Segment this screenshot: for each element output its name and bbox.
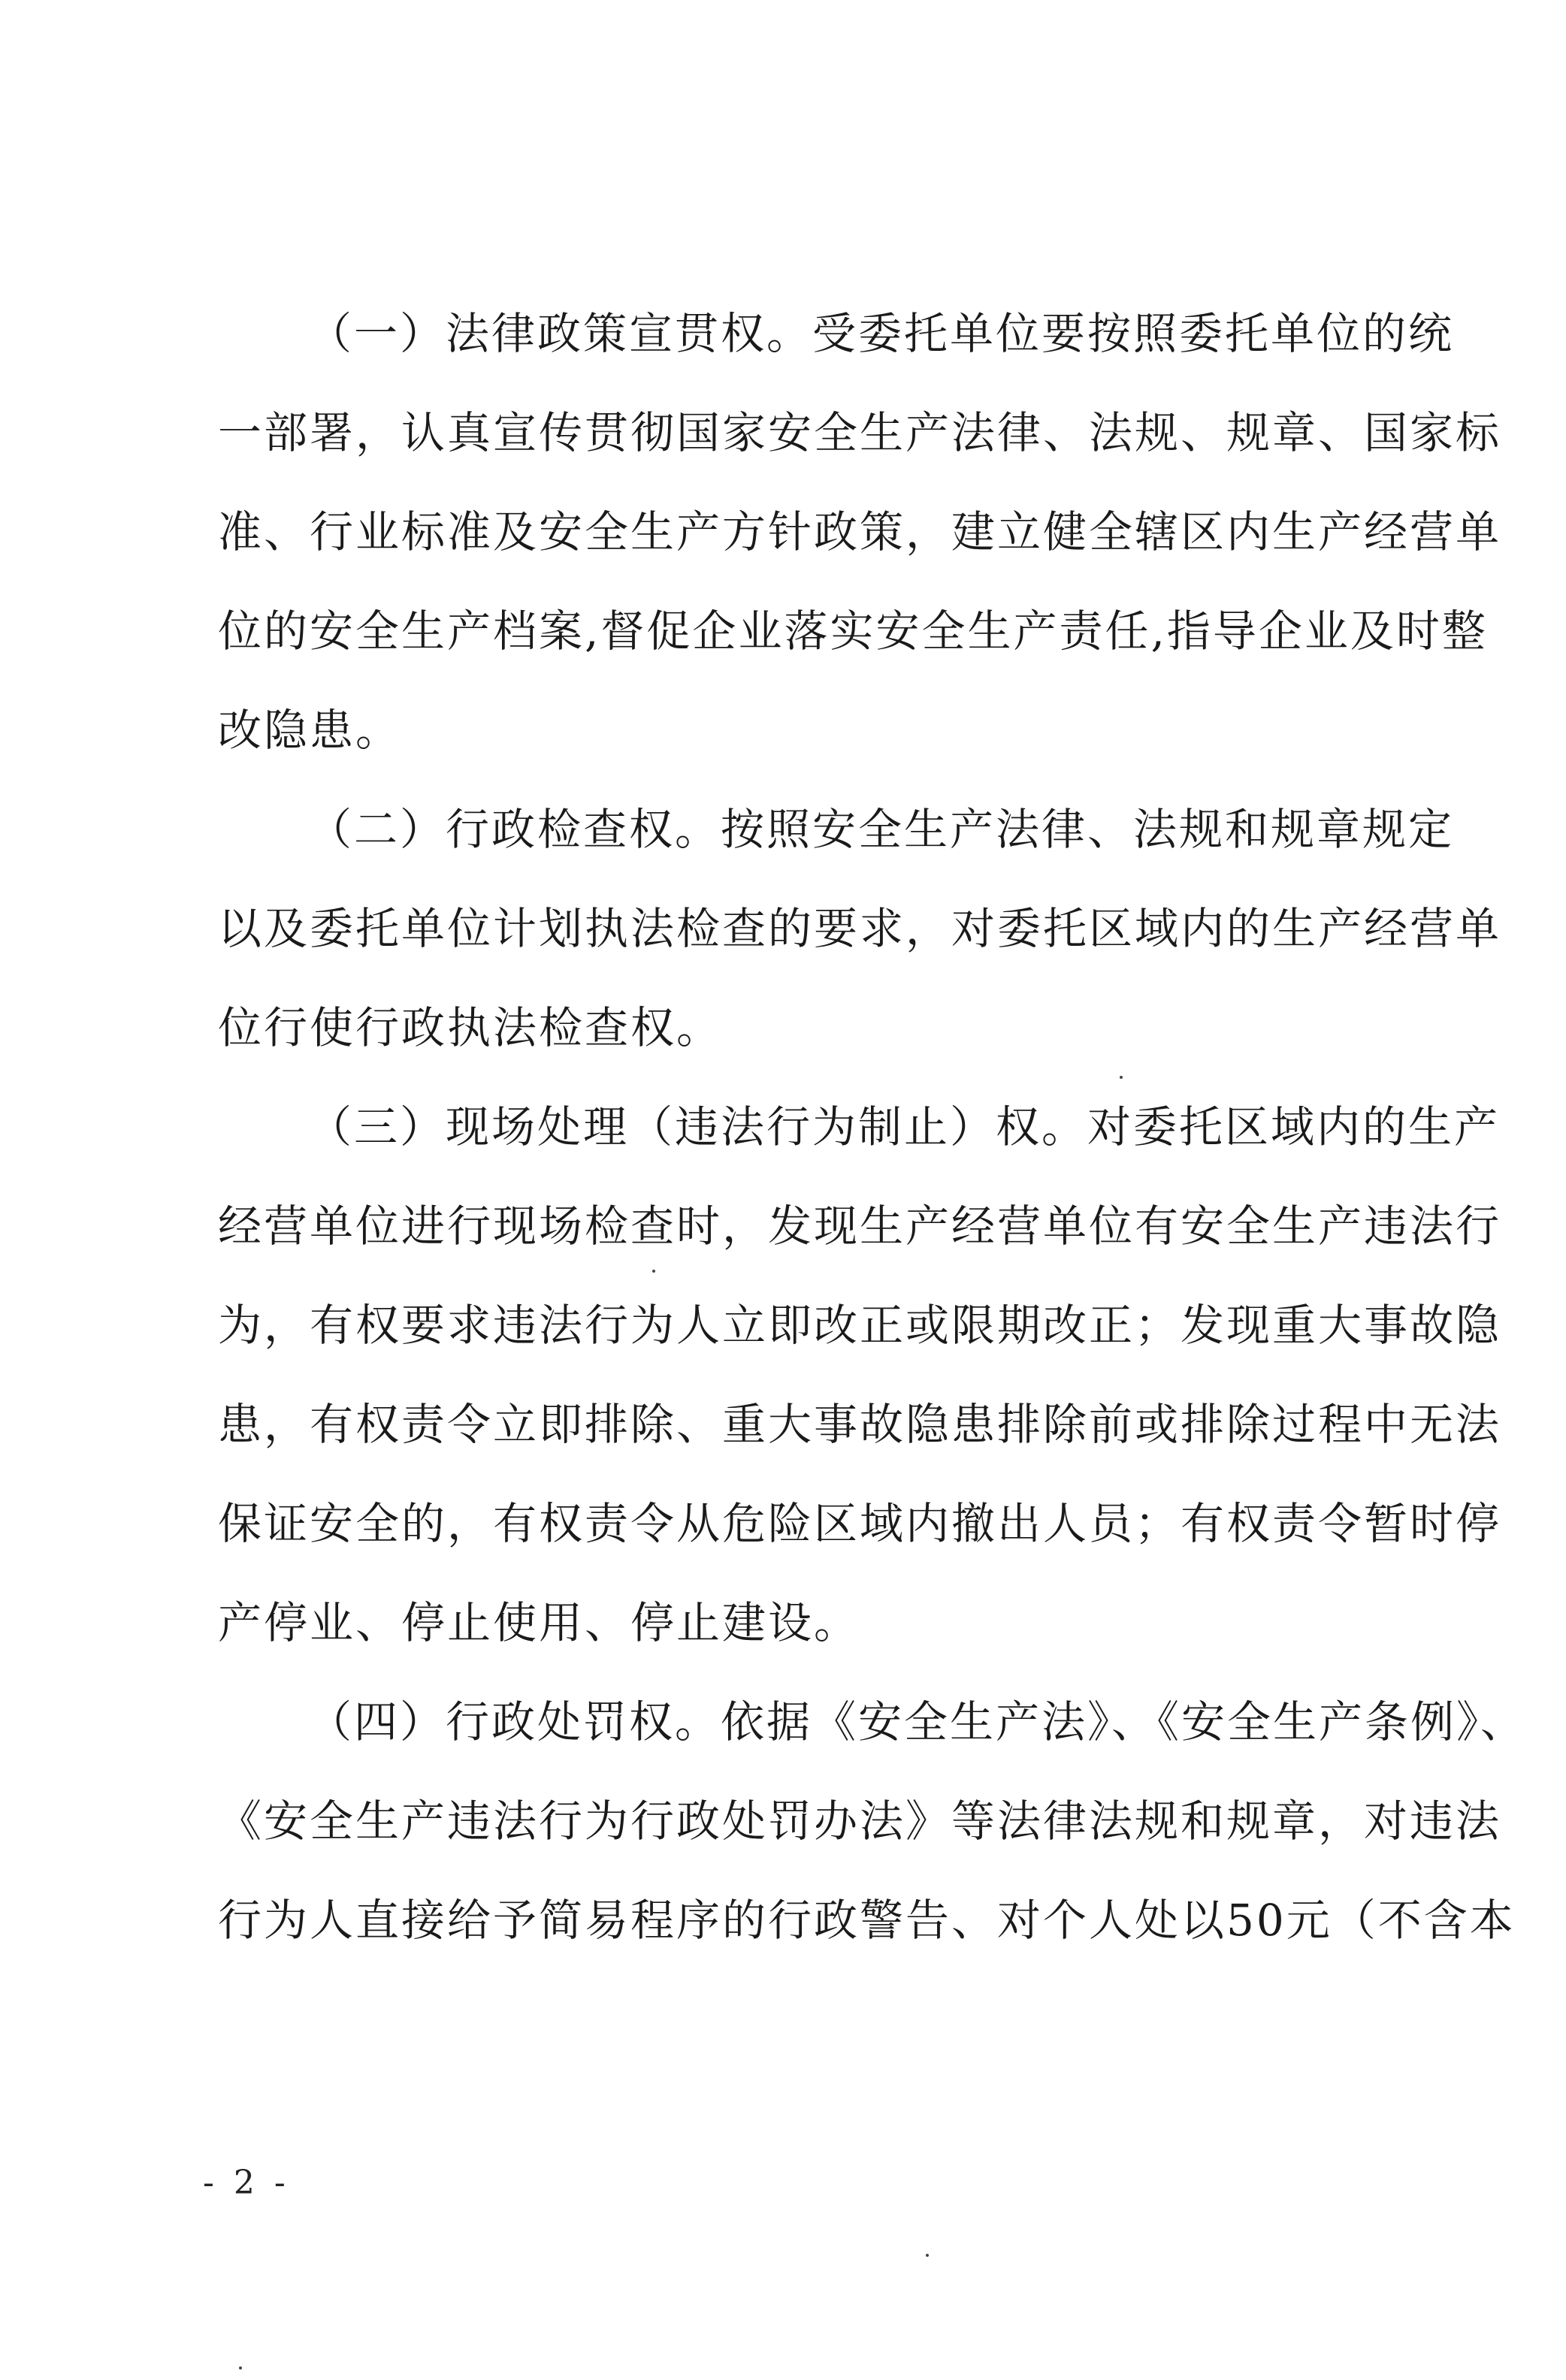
paragraph-3-line-5: 保证安全的，有权责令从危险区域内撤出人员；有权责令暂时停 [218, 1498, 1502, 1549]
paragraph-2-line-2: 以及委托单位计划执法检查的要求，对委托区域内的生产经营单 [218, 903, 1502, 954]
paragraph-3-line-3: 为，有权要求违法行为人立即改正或限期改正；发现重大事故隐 [218, 1300, 1502, 1351]
page-number: - 2 - [203, 2164, 290, 2202]
paragraph-3-line-1: （三）现场处理（违法行为制止）权。对委托区域内的生产 [308, 1101, 1501, 1152]
scan-speck [926, 2254, 929, 2257]
paragraph-1-line-1: （一）法律政策宣贯权。受委托单位要按照委托单位的统 [308, 308, 1455, 359]
scan-speck [652, 1270, 655, 1273]
paragraph-2-line-3: 位行使行政执法检查权。 [218, 1002, 723, 1053]
paragraph-1-line-2: 一部署，认真宣传贯彻国家安全生产法律、法规、规章、国家标 [218, 407, 1502, 458]
scan-speck [239, 2366, 242, 2369]
paragraph-3-line-4: 患，有权责令立即排除、重大事故隐患排除前或排除过程中无法 [218, 1399, 1502, 1450]
paragraph-1-line-4: 位的安全生产档案,督促企业落实安全生产责任,指导企业及时整 [218, 606, 1488, 657]
scan-speck [1120, 1076, 1123, 1079]
paragraph-3-line-2: 经营单位进行现场检查时，发现生产经营单位有安全生产违法行 [218, 1201, 1502, 1252]
paragraph-4-line-2: 《安全生产违法行为行政处罚办法》等法律法规和规章，对违法 [218, 1796, 1502, 1847]
paragraph-2-line-1: （二）行政检查权。按照安全生产法律、法规和规章规定 [308, 804, 1455, 855]
paragraph-3-line-6: 产停业、停止使用、停止建设。 [218, 1597, 860, 1648]
document-body [218, 284, 1527, 1970]
paragraph-1-line-3: 准、行业标准及安全生产方针政策，建立健全辖区内生产经营单 [218, 506, 1502, 557]
paragraph-1-line-5: 改隐患。 [218, 705, 402, 756]
paragraph-4-line-1: （四）行政处罚权。依据《安全生产法》、《安全生产条例》、 [308, 1696, 1527, 1747]
paragraph-4-line-3: 行为人直接给予简易程序的行政警告、对个人处以50元（不含本 [218, 1895, 1516, 1946]
